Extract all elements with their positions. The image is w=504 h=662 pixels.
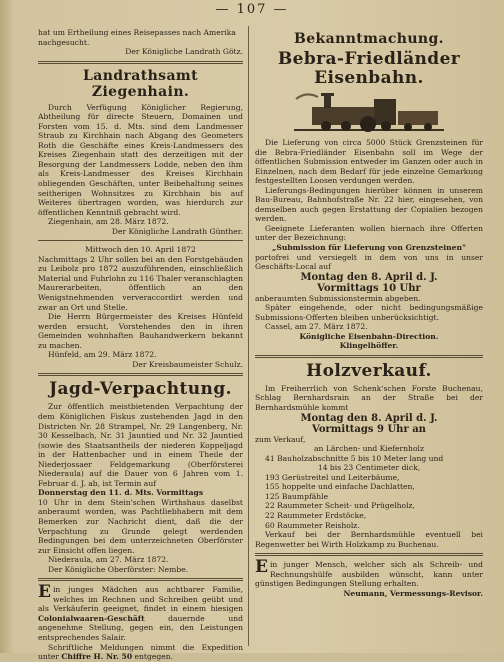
- railway-body-4: portofrei und versiegelt in dem von uns in unser Geschäfts-Local auf: [255, 252, 483, 272]
- railway-body-6: Später eingehende, oder nicht bedingungsmäßige Submissions-Offerten bleiben unberücksichtigt.: [255, 303, 483, 322]
- auction-body: Nachmittags 2 Uhr sollen bei an den Forstgebäuden zu Leibolz pro 1872 auszuführenden, einschließlich Material und Fuhrlohn zu 116 Thaler veranschlagten Maurerarbeiten, öffentlich an den Wenigstnehmenden ververaccordirt werden und zwar an Ort und Stelle.: [38, 254, 243, 312]
- job-ad-text-4: entgegen.: [134, 652, 173, 662]
- holz-item: 41 Bauholzabschnitte 5 bis 10 Meter lang und: [265, 453, 444, 463]
- dropcap: E: [255, 557, 268, 578]
- holz-termin-2: Vormittags 9 Uhr an: [312, 423, 426, 435]
- divider: [255, 355, 483, 358]
- job-ad-body: [38, 582, 243, 642]
- holz-item: 155 hoppelte und einfache Dachlatten,: [265, 482, 415, 492]
- job-ad-text-2: dauernde und angenehme Stellung, gegen ein, den Leistungen entsprechendes Salair.: [38, 613, 243, 642]
- intro-signature: Der Königliche Landrath Götz.: [125, 47, 243, 57]
- landrathsamt-heading: Landrathsamt Ziegenhain.: [82, 67, 198, 100]
- auction-body-2: Die Herrn Bürgermeister des Kreises Hünfeld werden ersucht, Vorstehendes den in ihren Gemeinden wohnhaften Bauhandwerkern bekannt zu machen.: [38, 312, 243, 350]
- job-ad-2-body: [255, 557, 483, 589]
- divider: [38, 373, 243, 376]
- railway-heading: Bebra-Friedländer Eisenbahn.: [277, 49, 461, 88]
- railway-quote: „Submission für Lieferung von Grenzsteinen": [272, 243, 466, 253]
- holz-item: 193 Gerüstreitel und Leiterbäume,: [265, 472, 400, 482]
- jagd-date: Niederaula, am 27. März 1872.: [48, 555, 169, 565]
- job-ad-body-3: [38, 643, 243, 662]
- holz-item: 22 Raummeter Scheit- und Prügelholz,: [265, 501, 415, 511]
- auction-date-line: Hünfeld, am 29. März 1872.: [48, 350, 157, 360]
- auction-signature: Der Kreisbaumeister Schulz.: [132, 359, 243, 369]
- left-column: [38, 28, 243, 662]
- job-ad-text-3: Schriftliche Meldungen nimmt die Expedition unter: [38, 642, 243, 662]
- dropcap: E: [38, 582, 51, 603]
- railway-signature-1: Königliche Eisenbahn-Direction.: [299, 331, 439, 341]
- landrathsamt-signature: Der Königliche Landrath Günther.: [111, 226, 243, 236]
- railway-termin-2: Vormittags 10 Uhr: [317, 282, 421, 294]
- job-ad-2-signature: Neumann, Vermessungs-Revisor.: [343, 588, 483, 598]
- railway-termin-1: Montag den 8. April d. J.: [300, 271, 438, 283]
- railway-body-5: anberaumten Submissionstermin abgeben.: [255, 293, 421, 303]
- intro-line-1: hat um Ertheilung eines Reisepasses nach Amerika: [38, 28, 236, 37]
- railway-body: Die Lieferung von circa 5000 Stück Grenzsteinen für die Bebra-Friedländer Eisenbahn soll im Wege der öffentlichen Submission entweder im Ganzen oder auch in Einzelnen, nach dem Bedarf für jede einzelne Gemarkung festgestellten Loosen verdungen werden.: [255, 138, 483, 186]
- page-number: — 107 —: [215, 2, 289, 17]
- landrathsamt-body: Durch Verfügung Königlicher Regierung, Abtheilung für directe Steuern, Domainen und Forsten vom 15. d. Mts. sind dem Landmesser Straub zu Kirchhain nach Abgang des Geometers Roth die Geschäfte eines Kreis-Landmessers des Kreises Ziegenhain statt des derzeitigen mit der Besorgung der Landmessers Lodde, neben den ihm als Kreis-Landmesser des Kreises Kirchhain obliegenden Geschäften, unter Beibehaltung seines seitherigen Wohnsitzes zu Kirchhain bis auf Weiteres übertragen worden, was hierdurch zur öffentlichen Kenntniß gebracht wird.: [38, 102, 243, 217]
- railway-body-2: Lieferungs-Bedingungen hierüber können in unserem Bau-Bureau, Bahnhofstraße Nr. 22 hier, eingesehen, von demselben auch gegen Erstattung der Copialien bezogen werden.: [255, 185, 483, 224]
- holz-item: 60 Raummeter Reisholz.: [265, 520, 360, 530]
- jagd-body-rest: 10 Uhr in dem Stein'schen Wirthshaus daselbst anberaumt worden, was Pachtliebhabern mit dem Bemerken zur Nachricht dient, daß die der Verpachtung zu Grunde gelegt werdenden Bedingungen bei dem unterzeichneten Oberförster zur Einsicht offen liegen.: [38, 497, 243, 555]
- divider: [38, 240, 243, 241]
- auction-date: Mittwoch den 10. April 1872: [85, 245, 196, 255]
- right-column: [255, 28, 483, 598]
- job-ad-2-text: in junger Mensch, welcher sich als Schreib- und Rechnungshülfe ausbilden wünscht, kann unter günstigen Bedingungen Stellung erhalten.: [255, 560, 483, 589]
- holz-item: 125 Baumpfähle: [265, 491, 329, 501]
- holz-body-3: Verkauf bei der Bernhardsmühle eventuell bei Regenwetter bei Wirth Holzkamp zu Buchenau.: [255, 530, 483, 549]
- jagd-heading: Jagd-Verpachtung.: [49, 379, 232, 400]
- divider: [38, 61, 243, 64]
- column-divider: [248, 26, 249, 646]
- job-ad-chiffre: Chiffre H. Nr. 50: [61, 652, 133, 662]
- holz-body: Im Freiherrlich von Schenk'schen Forste Buchenau, Schlag Bernhardsrain an der Straße bei der Bernhardsmühle kommt: [255, 383, 483, 413]
- holz-body-2: zum Verkauf,: [255, 434, 306, 444]
- divider: [38, 578, 243, 581]
- bekanntmachung-heading: Bekanntmachung.: [294, 31, 444, 47]
- divider: [255, 553, 483, 556]
- holz-item: 14 bis 23 Centimeter dick,: [317, 463, 421, 473]
- jagd-termin: Donnerstag den 11. d. Mts. Vormittags: [38, 488, 204, 498]
- holz-termin-1: Montag den 8. April d. J.: [300, 412, 438, 424]
- holz-item: an Lärchen- und Kiefernholz: [314, 444, 424, 454]
- holzverkauf-heading: Holzverkauf.: [306, 360, 432, 381]
- intro-line-2: nachgesucht.: [38, 37, 90, 47]
- job-ad-business: Colonialwaaren-Geschäft: [38, 613, 145, 623]
- job-ad-text: in junges Mädchen aus achtbarer Familie, welches im Rechnen und Schreiben geübt und als Verkäuferin geeignet, findet in einem hiesigen: [38, 585, 243, 614]
- railway-date: Cassel, am 27. März 1872.: [265, 322, 368, 332]
- jagd-signature: Der Königliche Oberförster: Nembe.: [48, 564, 189, 574]
- holz-item: 22 Raummeter Erdstöcke,: [265, 510, 367, 520]
- railway-body-3: Geeignete Lieferanten wollen hiernach ihre Offerten unter der Bezeichnung:: [255, 223, 483, 243]
- jagd-body: Zur öffentlich meistbietenden Verpachtung der dem Königlichen Fiskus zustehenden Jagd in den Districten Nr. 28 Strampel, Nr. 29 Langenberg, Nr. 30 Kesselbach, Nr. 31 Jauntied und Nr. 32 Jauntied (sowie des Staatsantheils der niederen Koppeljagd in der Hattenbacher und in einem Theile der Niederjossaer Feldgemarkung (Oberförsterei Niederaula) auf die Dauer von 6 Jahren vom 1. Februar d. J. ab, ist Termin auf: [38, 402, 243, 488]
- railway-signature-2: Klingelhöffer.: [339, 341, 399, 351]
- locomotive-illustration: [294, 91, 444, 135]
- landrathsamt-date: Ziegenhain, am 28. März 1872.: [48, 217, 169, 227]
